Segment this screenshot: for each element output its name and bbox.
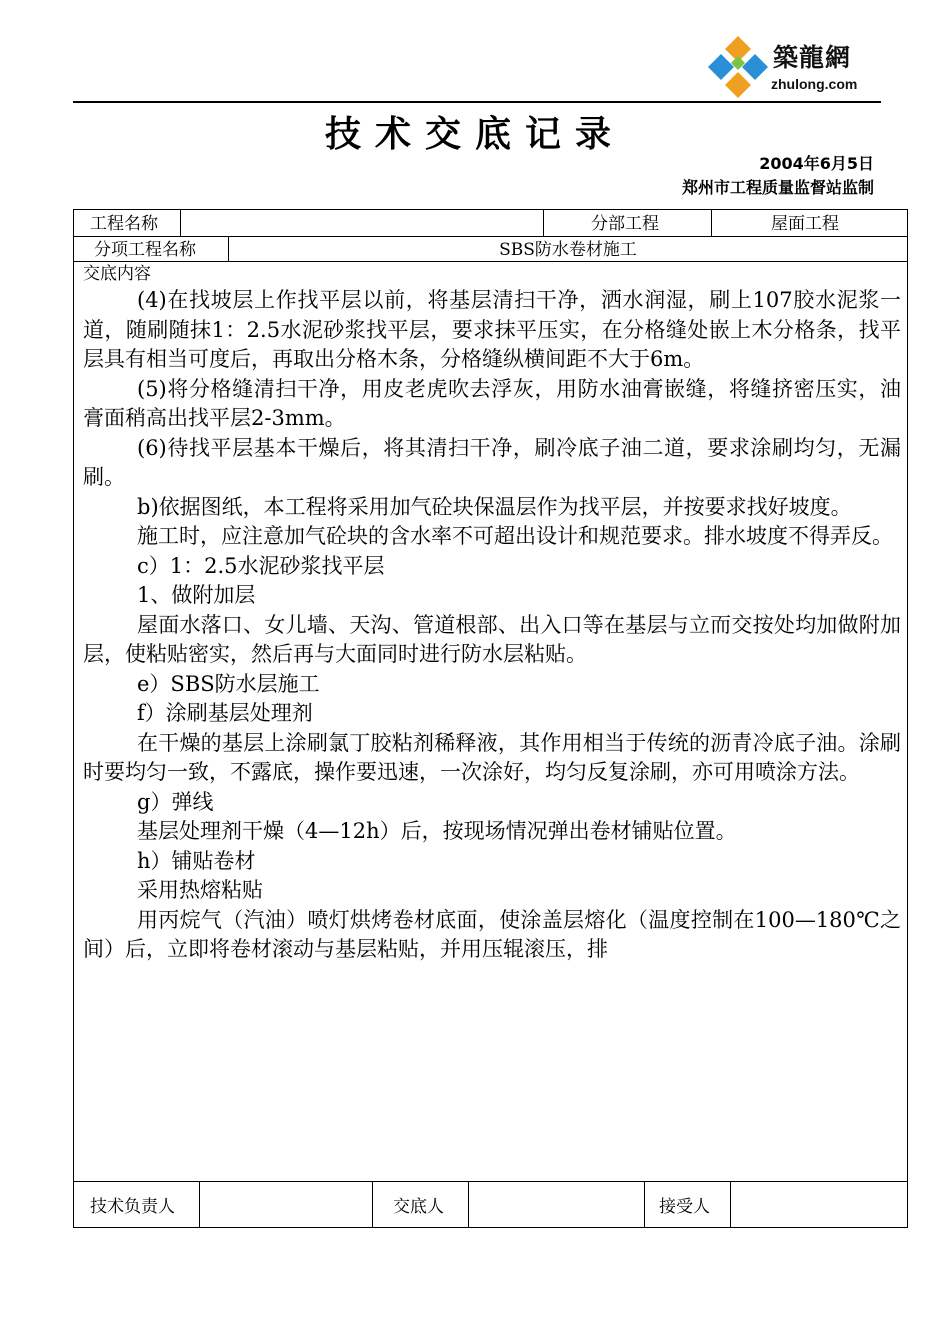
page-title: 技术交底记录 xyxy=(324,114,625,155)
division-value: 屋面工程 xyxy=(771,214,839,234)
content-paragraph: e）SBS防水层施工 xyxy=(137,671,320,696)
content-paragraph: (5)将分格缝清扫干净，用皮老虎吹去浮灰，用防水油膏嵌缝，将缝挤密压实，油膏面稍高出找平层2-3mm。 xyxy=(83,376,901,430)
supervisor-text: 郑州市工程质量监督站监制 xyxy=(681,178,874,197)
col-divider xyxy=(372,1181,373,1228)
col-divider xyxy=(199,1181,200,1228)
site-logo xyxy=(705,34,885,100)
content-paragraph: (4)在找坡层上作找平层以前，将基层清扫干净，洒水润湿，刷上107胶水泥浆一道，随刷随抹1：2.5水泥砂浆找平层，要求抹平压实，在分格缝处嵌上木分格条，找平层具有相当可度后，再取出分格木条，分格缝纵横间距不大于6m。 xyxy=(83,288,901,371)
col-divider xyxy=(711,209,712,236)
col-divider xyxy=(730,1181,731,1228)
discloser-label: 交底人 xyxy=(393,1197,444,1217)
disclosure-content xyxy=(83,286,901,965)
content-paragraph: h）铺贴卷材 xyxy=(137,848,256,873)
col-divider xyxy=(644,1181,645,1228)
content-paragraph: 1、做附加层 xyxy=(137,583,256,607)
content-paragraph: c）1：2.5水泥砂浆找平层 xyxy=(137,553,385,578)
subitem-value: SBS防水卷材施工 xyxy=(499,240,637,260)
content-label: 交底内容 xyxy=(83,264,151,284)
col-divider xyxy=(468,1181,469,1228)
logo-name-cn: 築龍網 xyxy=(773,43,852,72)
content-paragraph: 采用热熔粘贴 xyxy=(137,878,263,902)
logo-diamond-icon xyxy=(705,34,771,100)
receiver-label: 接受人 xyxy=(659,1197,710,1217)
content-paragraph: f）涂刷基层处理剂 xyxy=(137,701,313,725)
content-paragraph: (6)待找平层基本干燥后，将其清扫干净，刷冷底子油二道，要求涂刷均匀，无漏刷。 xyxy=(83,435,901,489)
content-paragraph: 施工时，应注意加气砼块的含水率不可超出设计和规范要求。排水坡度不得弄反。 xyxy=(137,524,893,548)
content-paragraph: 屋面水落口、女儿墙、天沟、管道根部、出入口等在基层与立而交按处均加做附加层，使粘贴密实，然后再与大面同时进行防水层粘贴。 xyxy=(83,612,901,666)
subitem-label: 分项工程名称 xyxy=(94,240,196,260)
content-paragraph: b)依据图纸，本工程将采用加气砼块保温层作为找平层，并按要求找好坡度。 xyxy=(137,494,852,519)
row-divider xyxy=(73,236,908,237)
division-label: 分部工程 xyxy=(591,214,659,234)
content-paragraph: 用丙烷气（汽油）喷灯烘烤卷材底面，使涂盖层熔化（温度控制在100—180℃之间）后，立即将卷材滚动与基层粘贴，并用压辊滚压，排 xyxy=(83,907,901,961)
col-divider xyxy=(543,209,544,236)
record-date: 2004年6月5日 xyxy=(759,154,874,173)
content-paragraph: g）弹线 xyxy=(137,789,214,814)
col-divider xyxy=(180,209,181,236)
project-name-label: 工程名称 xyxy=(90,214,158,234)
header-rule xyxy=(73,101,881,103)
content-paragraph: 基层处理剂干燥（4—12h）后，按现场情况弹出卷材铺贴位置。 xyxy=(137,819,737,843)
logo-name-en: zhulong.com xyxy=(771,76,858,92)
tech-lead-label: 技术负责人 xyxy=(90,1197,175,1217)
content-paragraph: 在干燥的基层上涂刷氯丁胶粘剂稀释液，其作用相当于传统的沥青冷底子油。涂刷时要均匀一致，不露底，操作要迅速，一次涂好，均匀反复涂刷，亦可用喷涂方法。 xyxy=(83,730,901,784)
